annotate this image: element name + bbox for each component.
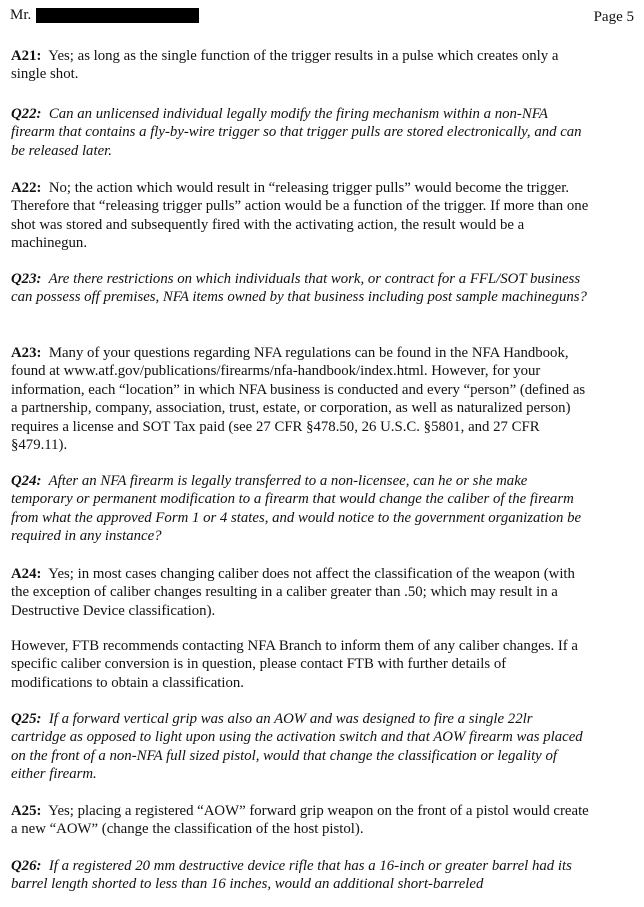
- question-label: Q24:: [11, 473, 42, 489]
- question-label: Q22:: [11, 106, 42, 122]
- question-q24: [11, 472, 591, 546]
- recipient-name: Mr.: [10, 7, 32, 23]
- answer-text: Yes; as long as the single function of the trigger results in a pulse which creates only a single shot.: [11, 48, 559, 83]
- answer-label: A24:: [11, 566, 42, 582]
- question-text: After an NFA firearm is legally transferred to a non-licensee, can he or she make temporary or permanent modification to a firearm that would change the caliber of the firearm from what the approved Form 1 or 4 states, and would notice to the government organization be required in any instance?: [11, 473, 582, 545]
- answer-label: A25:: [11, 803, 42, 819]
- answer-text: However, FTB recommends contacting NFA Branch to inform them of any caliber changes. If a specific caliber conversion is in question, please contact FTB with further details of modifications to obtain a classification.: [11, 638, 578, 691]
- question-label: Q26:: [11, 858, 42, 874]
- question-label: Q25:: [11, 711, 42, 727]
- answer-a21: [11, 47, 591, 84]
- answer-label: A23:: [11, 345, 42, 361]
- answer-a23: [11, 344, 591, 454]
- answer-a25: [11, 802, 591, 839]
- question-text: Can an unlicensed individual legally modify the firing mechanism within a non-NFA firearm that contains a fly-by-wire trigger so that trigger pulls are stored electronically, and can be released later.: [11, 106, 582, 159]
- question-q23: [11, 270, 591, 307]
- redaction-bar: [36, 8, 199, 23]
- question-text: If a forward vertical grip was also an AOW and was designed to fire a single 22lr cartridge as opposed to light upon using the activation switch and that AOW firearm was placed on the front of a non-NFA full sized pistol, would that change the classification or legality of either firearm.: [11, 711, 583, 783]
- question-text: If a registered 20 mm destructive device rifle that has a 16-inch or greater barrel had its barrel length shorted to less than 16 inches, would an additional short-barreled: [11, 858, 572, 893]
- answer-label: A21:: [11, 48, 42, 64]
- answer-a24: [11, 565, 591, 620]
- question-text: Are there restrictions on which individuals that work, or contract for a FFL/SOT business can possess off premises, NFA items owned by that business including post sample machineguns?: [11, 271, 587, 306]
- answer-text: Yes; in most cases changing caliber does not affect the classification of the weapon (with the exception of caliber changes resulting in a caliber greater than .50; which may result in a Destructive Device classification).: [11, 566, 575, 619]
- answer-a24-continued: [11, 637, 591, 692]
- question-label: Q23:: [11, 271, 42, 287]
- page-number: Page 5: [593, 9, 634, 25]
- question-q22: [11, 105, 591, 160]
- answer-text: Many of your questions regarding NFA regulations can be found in the NFA Handbook, found at www.atf.gov/publications/firearms/nfa-handbook/index.html. However, for your information, each “location” in which NFA business is conducted and every “person” (defined as a partnership, company, association, trust, estate, or corporation, as well as naturalized person) requires a license and SOT Tax paid (see 27 CFR §478.50, 26 U.S.C. §5801, and 27 CFR §479.11).: [11, 345, 586, 454]
- question-q25: [11, 710, 591, 784]
- answer-a22: [11, 179, 591, 253]
- answer-text: Yes; placing a registered “AOW” forward grip weapon on the front of a pistol would create a new “AOW” (change the classification of the host pistol).: [11, 803, 589, 838]
- answer-label: A22:: [11, 180, 42, 196]
- answer-text: No; the action which would result in “releasing trigger pulls” would become the trigger. Therefore that “releasing trigger pulls” action would be a function of the trigger. If more than one shot was stored and subsequently fired with the activating action, the result would be a machinegun.: [11, 180, 589, 252]
- question-q26: [11, 857, 591, 894]
